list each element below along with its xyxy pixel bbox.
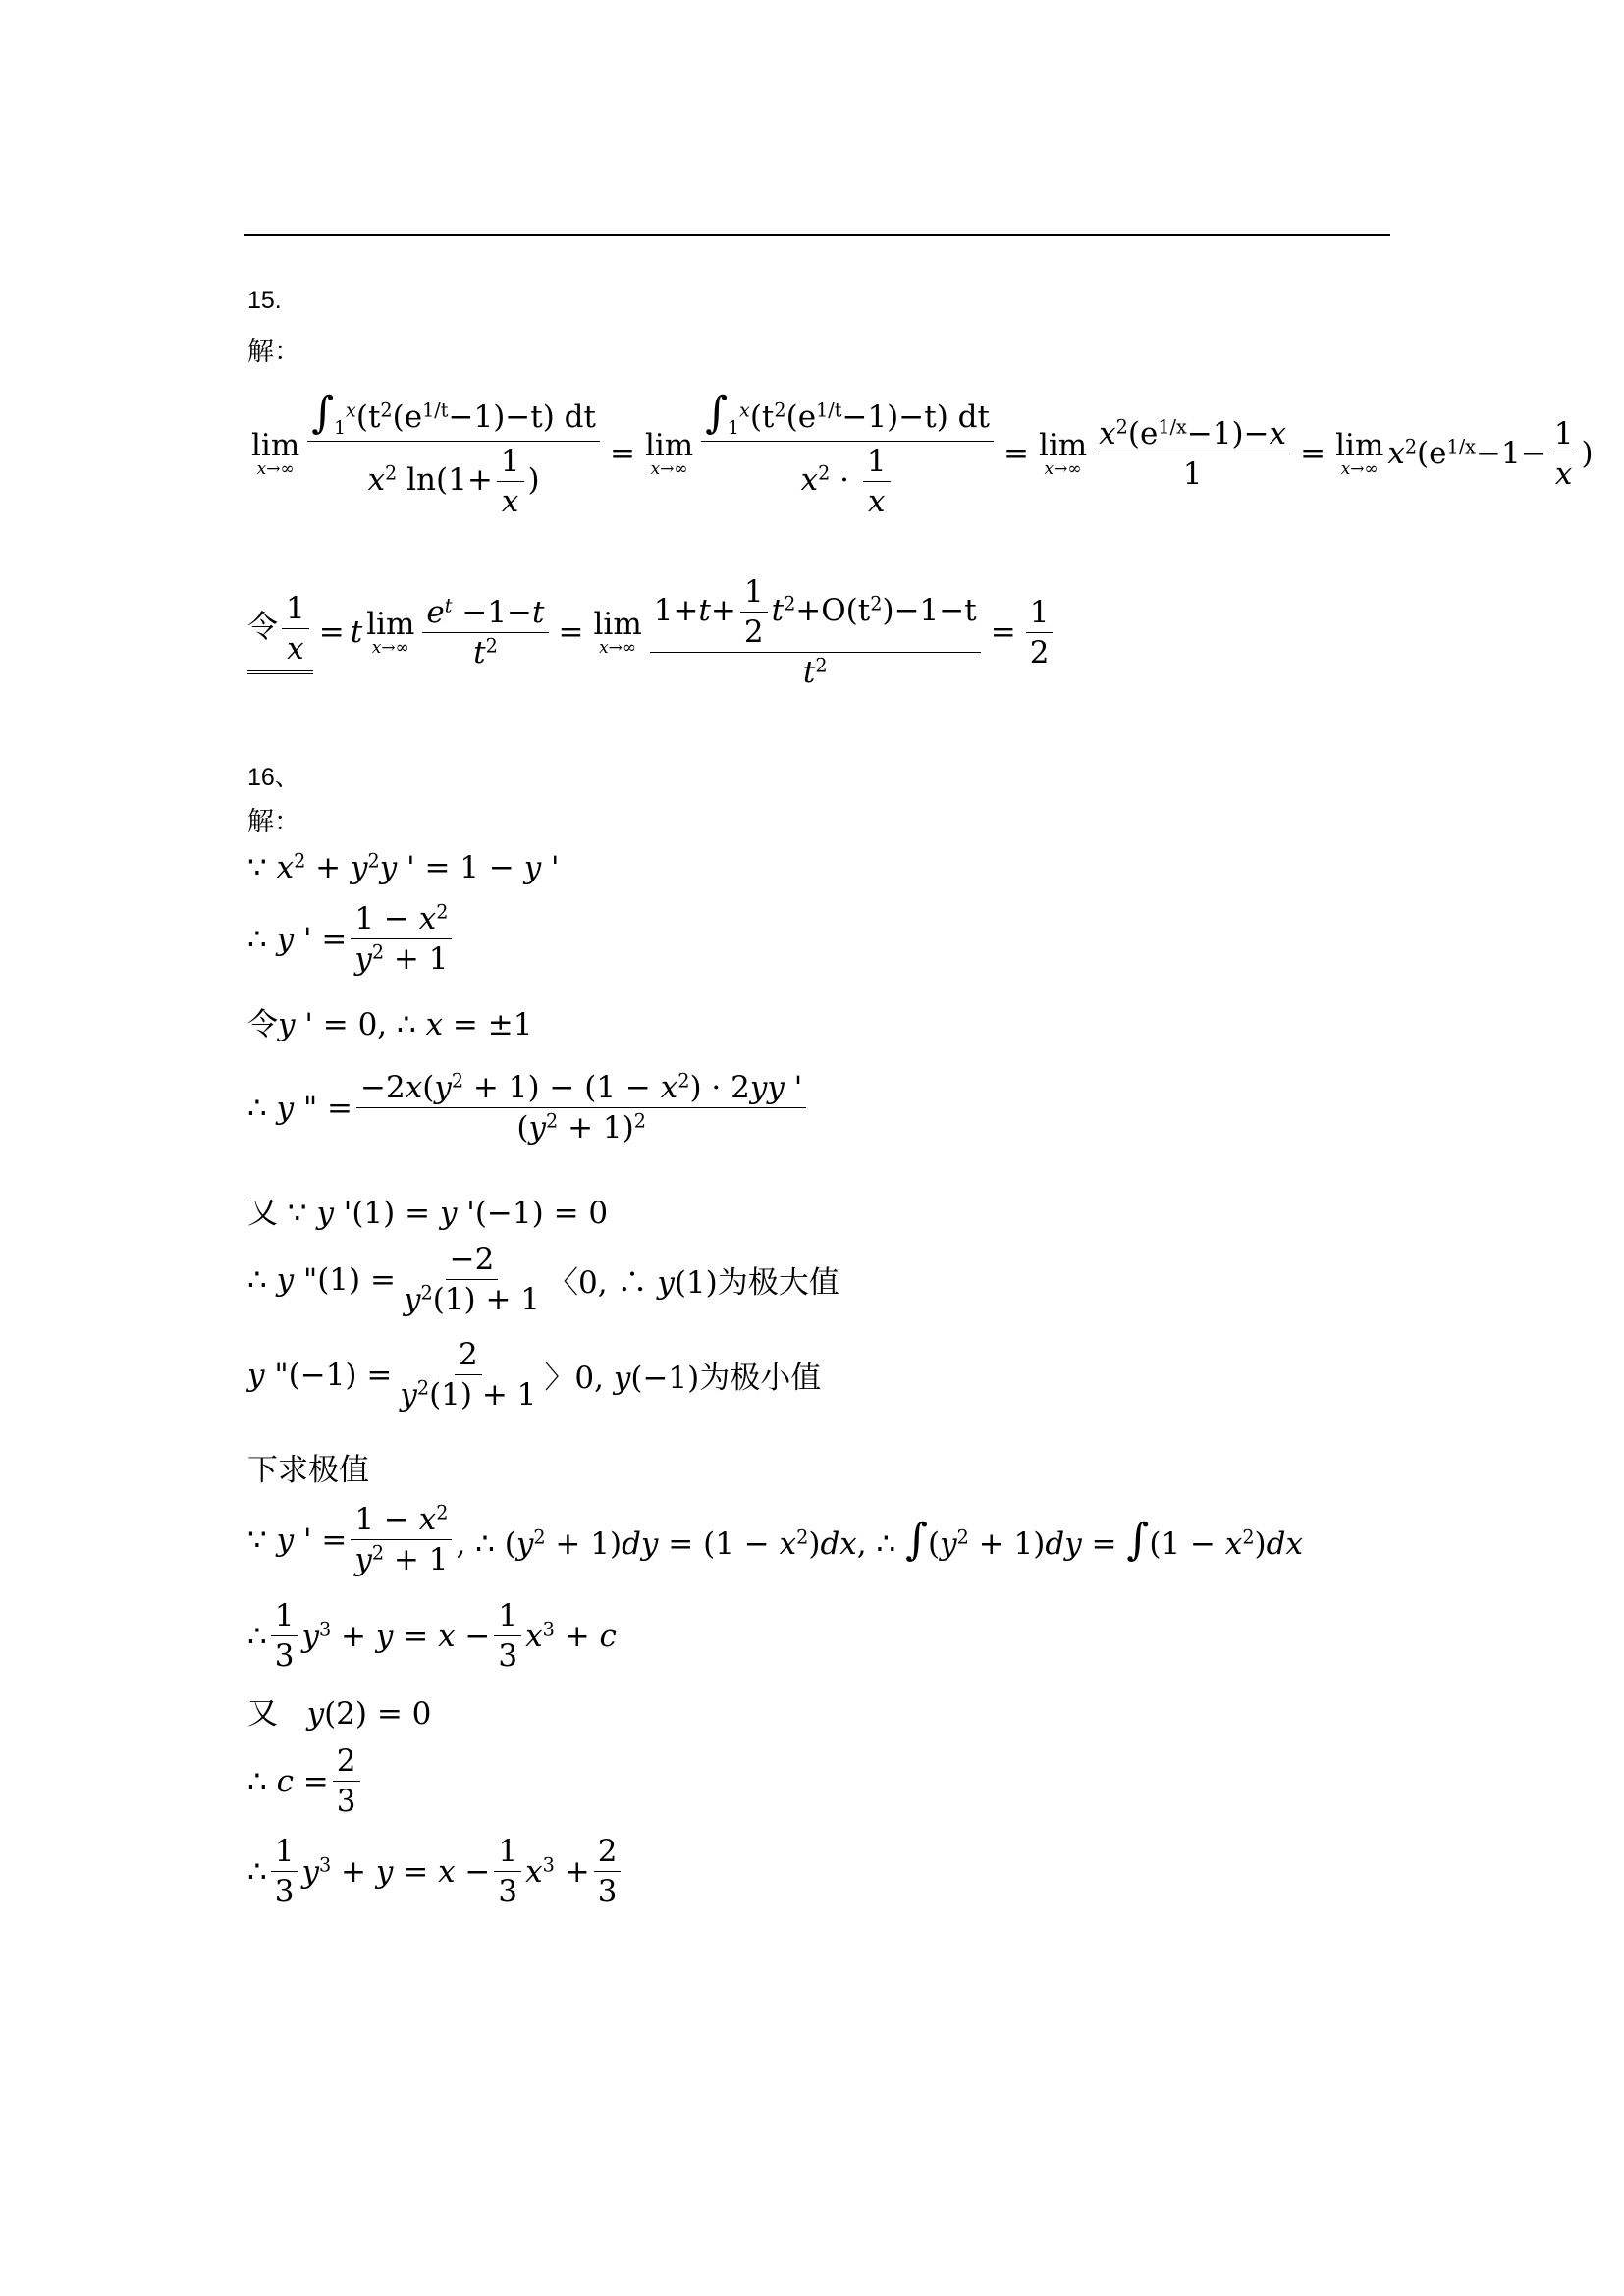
eq-y-prime: ∴ y ' = $\frac{1 - x^2}{y^2 + 1}$ bbox=[247, 901, 456, 977]
eq-y-prime-zero: 又 ∵ y '(1) = y '(−1) = 0 bbox=[247, 1196, 609, 1231]
header-rule bbox=[244, 234, 1390, 236]
eq-initial: 又 y(2) = 0 bbox=[247, 1696, 432, 1732]
eq-given: ∵ $x^2 + y^2y$ ' = 1 − y ' bbox=[247, 849, 560, 885]
problem-16-number: 16、 bbox=[247, 764, 299, 791]
problem-15-limit-chain: lim x→∞ $\int_1^x(t^2(e^{1/t}-1)-t)$ dt $x^2$ ln(1+ $\frac{1}{x}$ ) = lim x→∞ $\int_1^x(t^2(e^{1/t}-1)-t)$ dt $x^2$ · $\frac{1}{x}$ = lim x→∞ $\frac{x^2(e^{1/x}-1)-x}{1}$ = lim x→∞ $x^2(e^{1/x}-1-$ $\frac{1}{x}$ ) bbox=[251, 388, 1594, 520]
ling-cond-char: 令 bbox=[247, 1007, 278, 1042]
you2-char: 又 bbox=[247, 1696, 278, 1732]
eq-min: y "(−1) = $\frac{2}{y^2(1) + 1}$ 〉0, y(−1)为极小值 bbox=[247, 1337, 822, 1413]
eq-heading-extremes bbox=[247, 1445, 369, 1489]
eq-particular-solution: ∴ $\frac{1}{3}$ $y^3 + y = x$ − $\frac{1}{3}$ $x^3$ + $\frac{2}{3}$ bbox=[247, 1834, 624, 1909]
ling-char: 令 bbox=[247, 609, 278, 645]
you-char: 又 bbox=[247, 1196, 278, 1231]
eq-critical: 令y ' = 0, ∴ x = ±1 bbox=[247, 1007, 533, 1042]
eq-max: ∴ y "(1) = $\frac{-2}{y^2(1) + 1}$ 〈0, ∴ y(1)为极大值 bbox=[247, 1242, 839, 1317]
eq-general-solution: ∴ $\frac{1}{3}$ $y^3 + y = x$ − $\frac{1}{3}$ $x^3 + c$ bbox=[247, 1598, 617, 1674]
problem-15-label: 解： bbox=[247, 337, 300, 367]
problem-15-substitution: 令 $\frac{1}{x}$ = t lim x→∞ $\frac{e^t -1-t}{t^2}$ = lim x→∞ 1+t+ $\frac{1}{2}$ $t^2+O(t^2)-1-t$ $t^2$ = $\frac{1}{2}$ bbox=[247, 574, 1056, 690]
problem-16-label: 解： bbox=[247, 807, 300, 837]
eq-separation: ∵ y ' = $\frac{1 - x^2}{y^2 + 1}$ , ∴ $(y^2 + 1)dy = (1 - x^2)dx$, ∴ $\int(y^2 + 1)dy = \int(1 - x^2)dx$ bbox=[247, 1501, 1303, 1577]
xia-qiu-text: 下求极值 bbox=[247, 1453, 369, 1488]
problem-15-number: 15. bbox=[247, 287, 282, 314]
min-value-text: 为极小值 bbox=[699, 1361, 822, 1396]
eq-y-second: ∴ y " = $\frac{-2x(y^2 + 1) - (1 - x^2) \cdot 2yy '}{(y^2 + 1)^2}$ bbox=[247, 1070, 810, 1146]
eq-constant: ∴ c = $\frac{2}{3}$ bbox=[247, 1743, 364, 1819]
max-value-text: 为极大值 bbox=[717, 1265, 839, 1301]
